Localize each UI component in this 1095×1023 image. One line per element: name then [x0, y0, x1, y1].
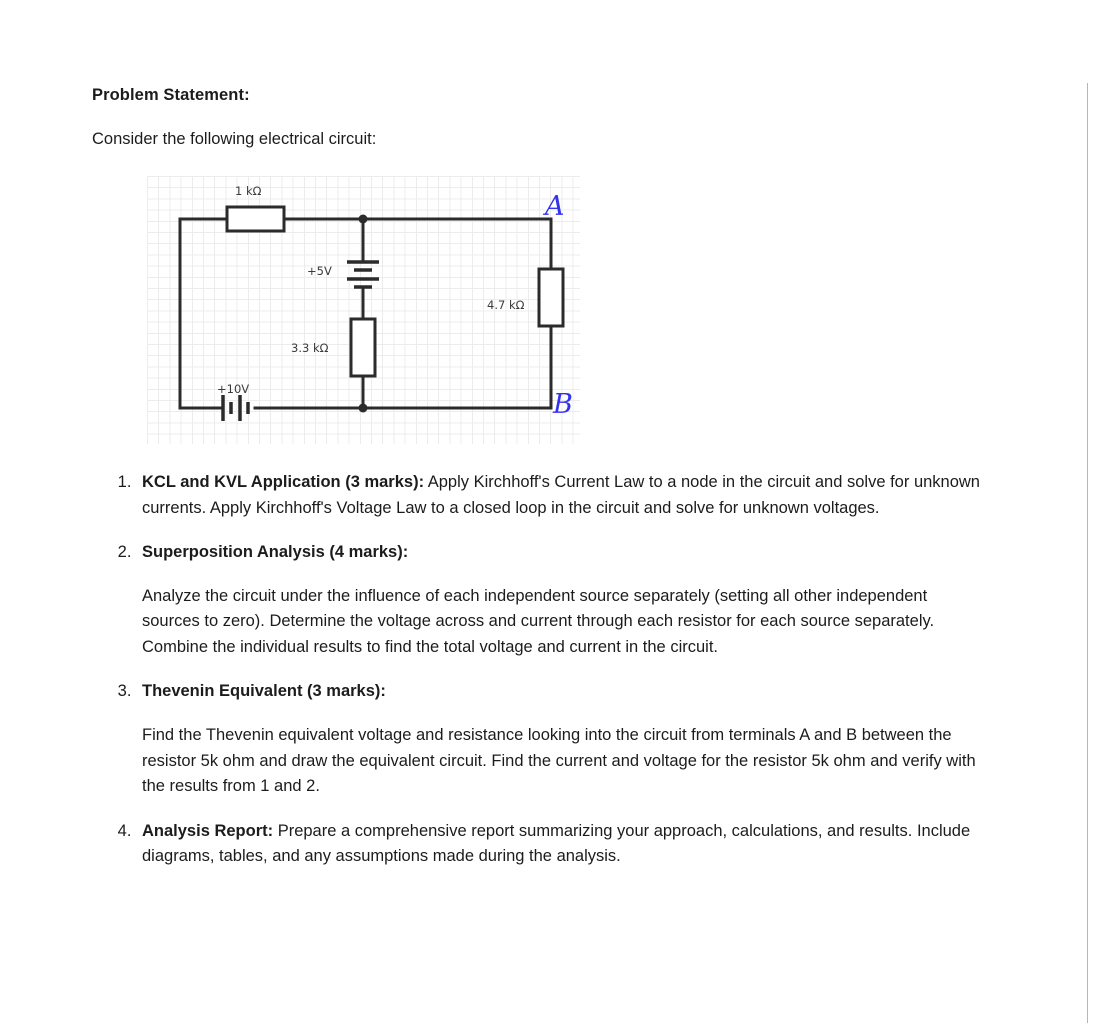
task-4-title: Analysis Report:	[142, 821, 274, 840]
junction-node-bottom	[359, 404, 368, 413]
task-item-2	[136, 540, 982, 660]
resistor-4k7-label: 4.7 kΩ	[487, 298, 525, 312]
page-edge-rule	[1087, 83, 1088, 1023]
terminal-a-annotation: A	[545, 191, 565, 222]
circuit-diagram-figure	[147, 176, 580, 444]
terminal-b-annotation: B	[553, 389, 573, 420]
resistor-3k3-label: 3.3 kΩ	[291, 341, 329, 355]
task-item-4	[136, 819, 982, 870]
task-item-3	[136, 679, 982, 799]
document-content	[92, 86, 982, 870]
task-list	[92, 470, 982, 870]
task-2-body: Analyze the circuit under the influence of each independent source separately (setting all other independent sources to zero). Determine the voltage across and current through each resistor for each source separately. Combine the individual results to find the total voltage and current in the circuit.	[142, 586, 935, 656]
source-10v-label: +10V	[217, 382, 250, 396]
task-1-title: KCL and KVL Application (3 marks):	[142, 473, 425, 491]
task-3-title: Thevenin Equivalent (3 marks):	[142, 682, 386, 701]
junction-node-top	[359, 215, 368, 224]
resistor-3k3-body	[351, 319, 375, 376]
resistor-4k7-body	[539, 269, 563, 326]
source-5v-label: +5V	[307, 264, 332, 278]
resistor-1k-label: 1 kΩ	[235, 184, 262, 198]
page-title: Problem Statement:	[92, 86, 250, 104]
resistor-1k-body	[227, 207, 284, 231]
intro-paragraph: Consider the following electrical circuit:	[92, 130, 377, 148]
task-3-body: Find the Thevenin equivalent voltage and resistance looking into the circuit from terminals A and B between the resistor 5k ohm and draw the equivalent circuit. Find the current and voltage for the resistor 5k ohm and verify with the results from 1 and 2.	[142, 725, 976, 796]
battery-5v-symbol	[347, 262, 379, 287]
task-4-inline-text: Prepare a comprehensive report summarizing your approach, calculations, and results. Include diagrams, tables, and any assumptions made during the analysis.	[142, 821, 971, 866]
task-2-title: Superposition Analysis (4 marks):	[142, 543, 409, 562]
battery-10v-symbol	[223, 395, 248, 421]
task-item-1	[136, 470, 982, 521]
task-1-inline-text: Apply Kirchhoff's Current Law to a node in the circuit and solve for unknown currents. Apply Kirchhoff's Voltage Law to a closed loop in the circuit and solve for unknown voltages.	[142, 473, 980, 517]
